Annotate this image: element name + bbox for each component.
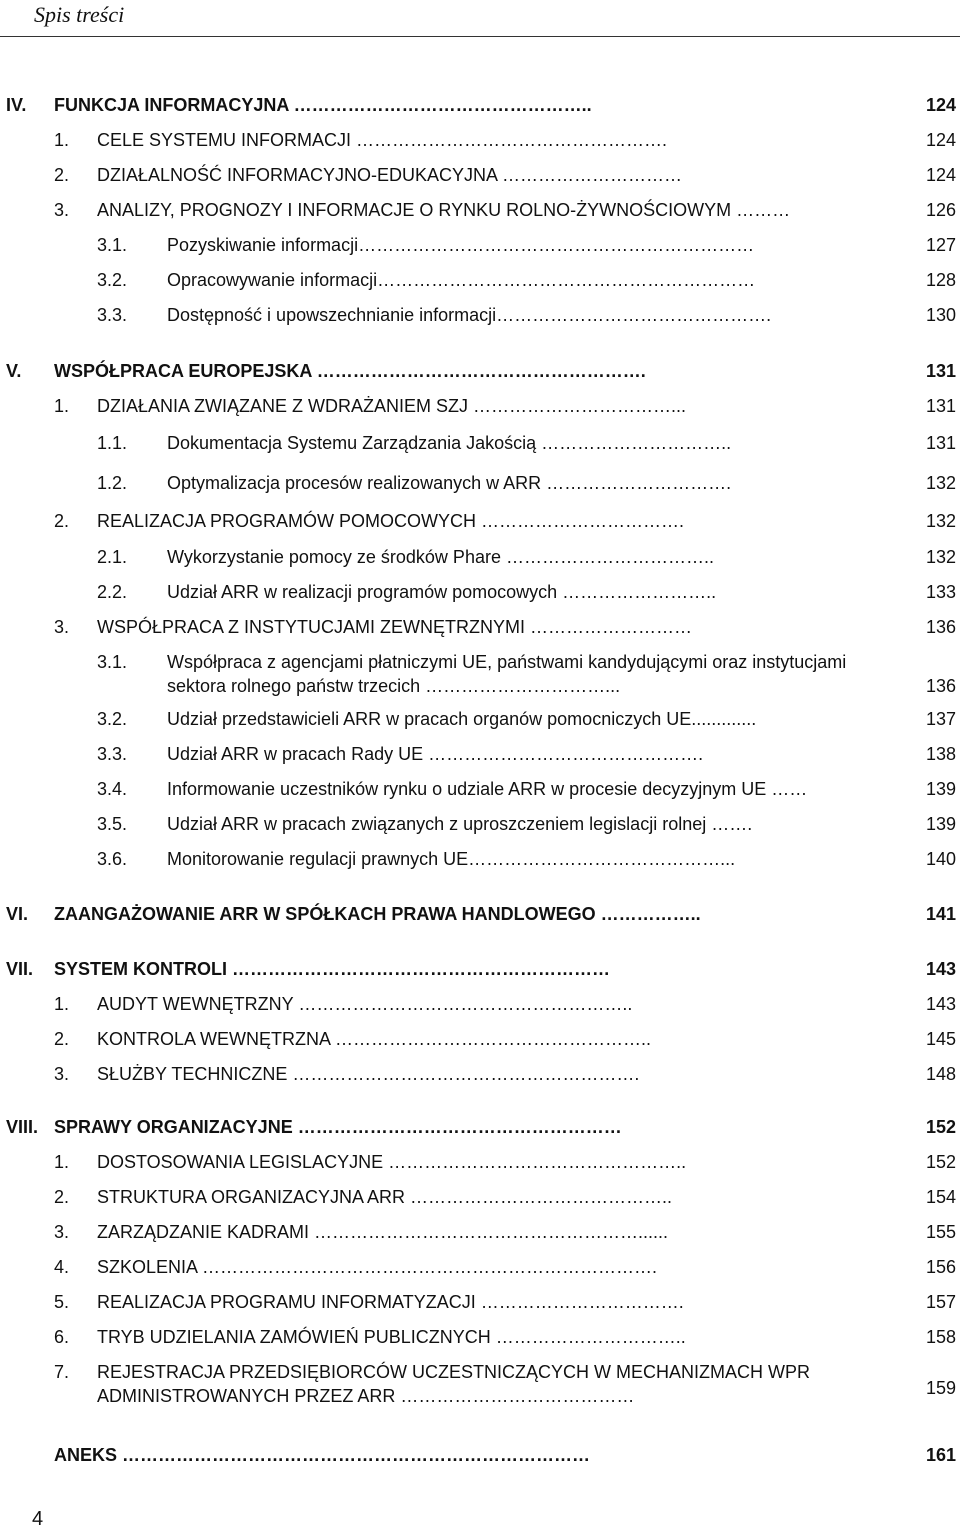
toc-entry-title: SYSTEM KONTROLI ……………………………………………………… bbox=[54, 959, 611, 979]
toc-entry-title: Monitorowanie regulacji prawnych UE……………………………………... bbox=[167, 849, 736, 869]
toc-entry-page: 140 bbox=[925, 849, 956, 869]
toc-entry-title: REALIZACJA PROGRAMÓW POMOCOWYCH ……………………………. bbox=[97, 511, 685, 531]
toc-entry-title: STRUKTURA ORGANIZACYJNA ARR …………………………………….. bbox=[97, 1187, 673, 1207]
toc-entry-number: 3.3. bbox=[97, 744, 128, 764]
toc-entry-title: ANEKS …………………………………………………………………… bbox=[54, 1445, 591, 1465]
toc-entry-number: 3.3. bbox=[97, 305, 128, 325]
toc-entry-number: 3. bbox=[54, 617, 70, 637]
toc-entry-page: 131 bbox=[925, 361, 956, 381]
toc-entry-number: 1. bbox=[54, 130, 70, 150]
toc-entry-number: 3.6. bbox=[97, 849, 128, 869]
toc-entry-number: V. bbox=[6, 361, 22, 381]
toc-entry-number: 1. bbox=[54, 396, 70, 416]
toc-entry-page: 131 bbox=[925, 433, 956, 453]
toc-entry-number: 2. bbox=[54, 1029, 70, 1049]
toc-entry-title: Udział ARR w pracach związanych z uproszczeniem legislacji rolnej ……. bbox=[167, 814, 753, 834]
toc-entry-title: AUDYT WEWNĘTRZNY ……………………………………………….. bbox=[97, 994, 633, 1014]
toc-entry-number: 1. bbox=[54, 1152, 70, 1172]
page-number: 4 bbox=[32, 1508, 44, 1530]
toc-entry-page: 124 bbox=[925, 165, 956, 185]
toc-entry-page: 152 bbox=[925, 1152, 956, 1172]
toc-entry-title: Wykorzystanie pomocy ze środków Phare …………………………….. bbox=[167, 547, 714, 567]
toc-entry-number: 1.2. bbox=[97, 473, 128, 493]
toc-entry-page: 132 bbox=[925, 511, 956, 531]
toc-entry-page: 156 bbox=[925, 1257, 956, 1277]
toc-entry-number: 4. bbox=[54, 1257, 70, 1277]
toc-entry-number: 3.2. bbox=[97, 709, 128, 729]
toc-entry-number: 3.1. bbox=[97, 652, 128, 672]
toc-entry-title: WSPÓŁPRACA Z INSTYTUCJAMI ZEWNĘTRZNYMI ……………………… bbox=[97, 617, 693, 637]
toc-entry-number: 2. bbox=[54, 165, 70, 185]
toc-entry-page: 139 bbox=[925, 779, 956, 799]
toc-entry-number: 3. bbox=[54, 200, 70, 220]
toc-entry-number: 2.1. bbox=[97, 547, 128, 567]
toc-entry-title: Udział ARR w pracach Rady UE ………………………………………. bbox=[167, 744, 704, 764]
toc-entry-title: SZKOLENIA …………………………………………………………………. bbox=[97, 1257, 658, 1277]
toc-entry-page: 124 bbox=[925, 130, 956, 150]
toc-entry-page: 139 bbox=[925, 814, 956, 834]
toc-entry-title: REJESTRACJA PRZEDSIĘBIORCÓW UCZESTNICZĄCYCH W MECHANIZMACH WPR ADMINISTROWANYCH PRZEZ ARR ………………………………… bbox=[97, 1362, 811, 1406]
toc-entry-title: WSPÓŁPRACA EUROPEJSKA ………………………………………………. bbox=[54, 361, 646, 381]
toc-entry-page: 152 bbox=[925, 1117, 956, 1137]
toc-entry-page: 126 bbox=[925, 200, 956, 220]
toc-entry-title: Pozyskiwanie informacji………………………………………………………… bbox=[167, 235, 755, 255]
toc-entry-number: 3.4. bbox=[97, 779, 128, 799]
toc-entry-page: 132 bbox=[925, 473, 956, 493]
toc-entry-title: Dostępność i upowszechnianie informacji………………………………………. bbox=[167, 305, 772, 325]
toc-entry-number: 2. bbox=[54, 1187, 70, 1207]
toc-entry-page: 127 bbox=[925, 235, 956, 255]
toc-entry-page: 138 bbox=[925, 744, 956, 764]
toc-entry-title: SPRAWY ORGANIZACYJNE ……………………………………………… bbox=[54, 1117, 622, 1137]
toc-entry-title: ZARZĄDZANIE KADRAMI ………………………………………………...... bbox=[97, 1222, 669, 1242]
toc-entry-title: DOSTOSOWANIA LEGISLACYJNE ………………………………………….. bbox=[97, 1152, 687, 1172]
toc-entry-title: REALIZACJA PROGRAMU INFORMATYZACJI ……………………………. bbox=[97, 1292, 684, 1312]
toc-entry-title: TRYB UDZIELANIA ZAMÓWIEŃ PUBLICZNYCH ………………………….. bbox=[97, 1327, 686, 1347]
toc-entry-number: 3. bbox=[54, 1064, 70, 1084]
toc-entry-title: Współpraca z agencjami płatniczymi UE, państwami kandydującymi oraz instytucjami sektora rolnego państw trzecich …………………………... bbox=[167, 652, 847, 696]
toc-entry-page: 124 bbox=[925, 95, 956, 115]
toc-entry-title: DZIAŁALNOŚĆ INFORMACYJNO-EDUKACYJNA ………………………… bbox=[97, 165, 683, 185]
toc-entry-title: FUNKCJA INFORMACYJNA ………………………………………….. bbox=[54, 95, 592, 115]
toc-entry-number: VI. bbox=[6, 904, 29, 924]
toc-entry-page: 130 bbox=[925, 305, 956, 325]
toc-entry-page: 161 bbox=[925, 1445, 956, 1465]
toc-entry-title: Dokumentacja Systemu Zarządzania Jakością ………………………….. bbox=[167, 433, 732, 453]
toc-entry-page: 148 bbox=[925, 1064, 956, 1084]
toc-entry-page: 128 bbox=[925, 270, 956, 290]
toc-entry-number: 2. bbox=[54, 511, 70, 531]
toc-entry-number: 3.1. bbox=[97, 235, 128, 255]
toc-entry-page: 154 bbox=[925, 1187, 956, 1207]
toc-entry-page: 158 bbox=[925, 1327, 956, 1347]
toc-entry-title: Informowanie uczestników rynku o udziale ARR w procesie decyzyjnym UE …… bbox=[167, 779, 808, 799]
toc-entry-title: CELE SYSTEMU INFORMACJI ……………………………………………. bbox=[97, 130, 668, 150]
toc-entry-number: 7. bbox=[54, 1362, 70, 1382]
toc-entry-number: 6. bbox=[54, 1327, 70, 1347]
toc-entry-title: Udział przedstawicieli ARR w pracach organów pomocniczych UE............. bbox=[167, 709, 757, 729]
toc-entry-number: 5. bbox=[54, 1292, 70, 1312]
toc-entry-page: 145 bbox=[925, 1029, 956, 1049]
running-head-title: Spis treści bbox=[34, 2, 125, 27]
toc-entry-number: IV. bbox=[6, 95, 27, 115]
toc-entry-title: Optymalizacja procesów realizowanych w ARR …………………………. bbox=[167, 473, 732, 493]
toc-entry-page: 136 bbox=[925, 676, 956, 696]
toc-entry-page: 159 bbox=[925, 1378, 956, 1398]
toc-entry-page: 133 bbox=[925, 582, 956, 602]
toc-entry-number: 3.5. bbox=[97, 814, 128, 834]
toc-entry-number: 3. bbox=[54, 1222, 70, 1242]
toc-entry-title: SŁUŻBY TECHNICZNE …………………………………………………. bbox=[97, 1064, 640, 1084]
toc-entry-title: ZAANGAŻOWANIE ARR W SPÓŁKACH PRAWA HANDLOWEGO …………….. bbox=[54, 904, 701, 924]
toc-entry-number: VII. bbox=[6, 959, 34, 979]
toc-entry-page: 132 bbox=[925, 547, 956, 567]
toc-entry-number: 1.1. bbox=[97, 433, 128, 453]
header-rule bbox=[0, 36, 960, 37]
toc-entry-page: 137 bbox=[925, 709, 956, 729]
toc-entry-number: 2.2. bbox=[97, 582, 128, 602]
toc-entry-page: 143 bbox=[925, 959, 956, 979]
toc-entry-page: 143 bbox=[925, 994, 956, 1014]
toc-entry-title: KONTROLA WEWNĘTRZNA …………………………………………….. bbox=[97, 1029, 652, 1049]
toc-entry-number: 1. bbox=[54, 994, 70, 1014]
toc-entry-title: Udział ARR w realizacji programów pomocowych …………………….. bbox=[167, 582, 717, 602]
toc-entry-page: 131 bbox=[925, 396, 956, 416]
toc-entry-page: 136 bbox=[925, 617, 956, 637]
toc-entry-number: 3.2. bbox=[97, 270, 128, 290]
toc-entry-page: 141 bbox=[925, 904, 956, 924]
toc-entry-title: Opracowywanie informacji……………………………………………………… bbox=[167, 270, 756, 290]
toc-entry-number: VIII. bbox=[6, 1117, 39, 1137]
toc-entry-page: 155 bbox=[925, 1222, 956, 1242]
toc-entry-title: DZIAŁANIA ZWIĄZANE Z WDRAŻANIEM SZJ ……………………………... bbox=[97, 396, 687, 416]
toc-entry-title: ANALIZY, PROGNOZY I INFORMACJE O RYNKU ROLNO-ŻYWNOŚCIOWYM ……… bbox=[97, 200, 791, 220]
toc-entry-page: 157 bbox=[925, 1292, 956, 1312]
